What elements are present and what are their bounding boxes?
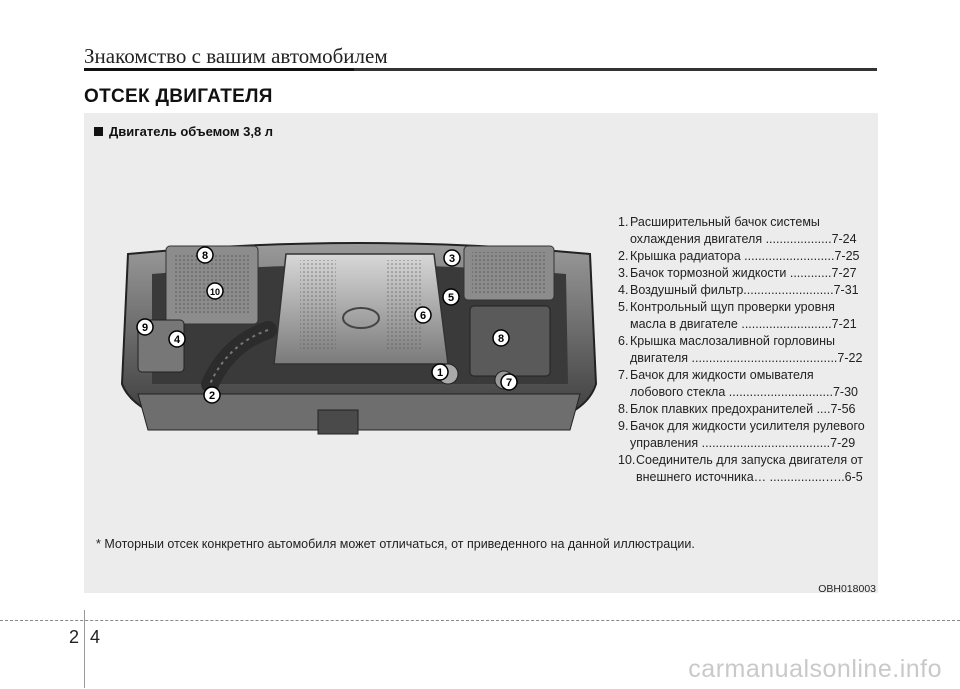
legend-item: 5. Контрольный щуп проверки уровня масла в двигателе ..........................7-21 — [618, 300, 857, 331]
callout-label: 2 — [208, 390, 216, 402]
callout-6 — [415, 307, 431, 323]
engine-label-text: Двигатель объемом 3,8 л — [109, 124, 274, 139]
callout-label: 3 — [448, 253, 456, 265]
chapter-title: Знакомство с вашим автомобилем — [84, 44, 388, 68]
callout-label: 1 — [436, 367, 444, 379]
legend-item: 2. Крышка радиатора ..........................7-25 — [618, 249, 860, 263]
callout-label: 8 — [201, 250, 209, 262]
callout-8-right — [493, 330, 509, 346]
callout-4 — [169, 331, 185, 347]
page-number-divider — [84, 610, 85, 688]
callout-1 — [432, 364, 448, 380]
engine-bay-illustration — [118, 234, 600, 448]
page-number-page: 4 — [90, 627, 101, 647]
footnote: * Моторныи отсек конкретнго аьтомобиля может отличаться, от приведенного на данной иллюстрации. — [96, 537, 695, 551]
square-bullet-icon — [94, 127, 103, 136]
legend-item: 9. Бачок для жидкости усилителя рулевого управления .....................................7-29 — [618, 419, 865, 450]
callout-label: 6 — [419, 310, 427, 322]
callout-label: 4 — [173, 334, 181, 346]
footer-dashed-rule — [0, 620, 960, 621]
watermark: carmanualsonline.info — [688, 655, 942, 683]
callout-label: 8 — [497, 333, 505, 345]
callout-8-left — [197, 247, 213, 263]
page-number-chapter: 2 — [69, 627, 80, 647]
callout-10 — [207, 283, 223, 299]
callout-5 — [443, 289, 459, 305]
legend-item: 1. Расширительный бачок системы охлаждения двигателя ...................7-24 — [618, 215, 857, 246]
callout-label: 10 — [209, 287, 221, 297]
legend-item: 6. Крышка маслозаливной горловины двигателя ..........................................7-22 — [618, 334, 863, 365]
legend-item: 10. Соединитель для запуска двигателя от внешнего источника… ................…..6-5 — [618, 453, 863, 484]
legend-item: 4. Воздушный фильтр..........................7-31 — [618, 283, 859, 297]
legend-item: 8. Блок плавких предохранителей ....7-56 — [618, 402, 856, 416]
section-title: ОТСЕК ДВИГАТЕЛЯ — [84, 86, 273, 107]
callout-label: 5 — [447, 292, 455, 304]
callout-label: 7 — [505, 377, 513, 389]
callout-2 — [204, 387, 220, 403]
image-code: OBH018003 — [818, 583, 876, 595]
callout-label: 9 — [141, 322, 149, 334]
callout-9 — [137, 319, 153, 335]
engine-label — [94, 124, 273, 139]
header-rule — [84, 68, 877, 71]
callout-7 — [501, 374, 517, 390]
parts-legend — [618, 214, 868, 486]
legend-item: 3. Бачок тормозной жидкости ............7-27 — [618, 266, 857, 280]
callout-3 — [444, 250, 460, 266]
legend-item: 7. Бачок для жидкости омывателя лобового стекла ..............................7-30 — [618, 368, 858, 399]
